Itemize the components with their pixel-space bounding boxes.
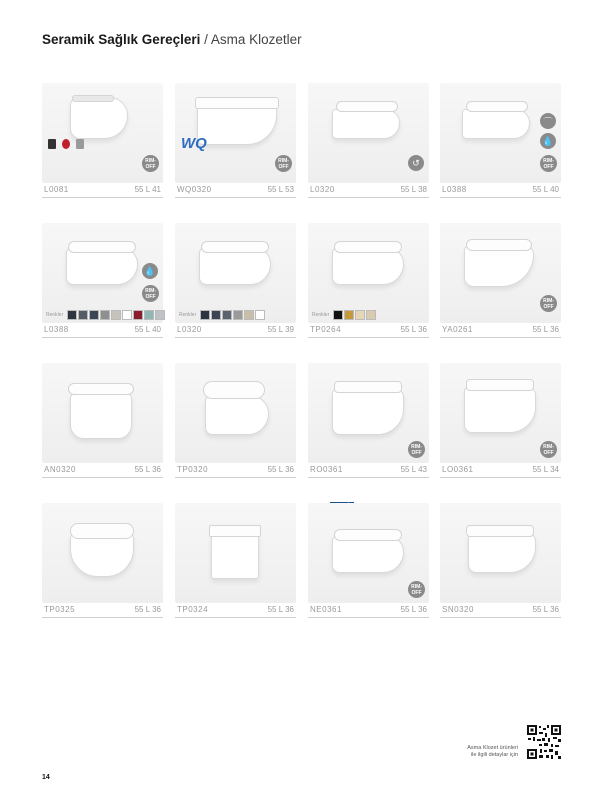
product-image	[440, 363, 561, 463]
product-size: 55 L 38	[400, 185, 427, 194]
color-swatch[interactable]	[155, 310, 165, 320]
product-image	[308, 363, 429, 463]
product-card[interactable]	[175, 503, 296, 620]
product-code: L0081	[44, 185, 69, 194]
product-image	[440, 503, 561, 603]
color-swatch[interactable]	[222, 310, 232, 320]
product-image	[308, 503, 429, 603]
color-swatch[interactable]	[344, 310, 354, 320]
rim-off-icon: RIM- OFF	[408, 581, 425, 598]
product-image	[308, 83, 429, 183]
product-card[interactable]	[42, 503, 163, 620]
rim-off-icon: RIM- OFF	[275, 155, 292, 172]
product-image	[42, 83, 163, 183]
product-size: 55 L 36	[134, 465, 161, 474]
product-size: 55 L 53	[267, 185, 294, 194]
product-size: 55 L 36	[532, 325, 559, 334]
color-swatch[interactable]	[366, 310, 376, 320]
product-card[interactable]	[308, 363, 429, 480]
product-size: 55 L 39	[267, 325, 294, 334]
rim-off-icon: RIM- OFF	[408, 441, 425, 458]
product-size: 55 L 41	[134, 185, 161, 194]
color-swatch[interactable]	[100, 310, 110, 320]
product-card[interactable]	[42, 83, 163, 200]
product-code: TP0264	[310, 325, 342, 334]
product-image	[440, 223, 561, 323]
product-card[interactable]	[440, 83, 561, 200]
color-swatch[interactable]	[233, 310, 243, 320]
product-card[interactable]	[440, 503, 561, 620]
product-code: L0320	[310, 185, 335, 194]
color-swatch[interactable]	[244, 310, 254, 320]
product-size: 55 L 36	[134, 605, 161, 614]
product-code: RO0361	[310, 465, 343, 474]
color-swatch[interactable]	[78, 310, 88, 320]
color-swatch[interactable]	[122, 310, 132, 320]
product-image	[175, 223, 296, 323]
product-card[interactable]	[42, 363, 163, 480]
product-image	[175, 363, 296, 463]
rim-off-icon: RIM- OFF	[540, 155, 557, 172]
water-drop-icon: 💧	[142, 263, 158, 279]
rim-off-icon: RIM- OFF	[142, 285, 159, 302]
product-code: L0388	[442, 185, 467, 194]
qr-code-icon[interactable]	[526, 724, 562, 760]
water-drop-icon: 💧	[540, 133, 556, 149]
product-card[interactable]	[175, 83, 296, 200]
product-image	[440, 83, 561, 183]
product-code: NE0361	[310, 605, 342, 614]
qr-caption: Asma Klozet ürünleri ile ilgili detaylar için	[467, 745, 518, 758]
product-size: 55 L 36	[532, 605, 559, 614]
product-card[interactable]	[175, 223, 296, 340]
product-image	[42, 223, 163, 323]
product-size: 55 L 40	[532, 185, 559, 194]
product-size: 55 L 36	[400, 325, 427, 334]
product-code: WQ0320	[177, 185, 212, 194]
color-swatch[interactable]	[255, 310, 265, 320]
product-card[interactable]	[175, 363, 296, 480]
product-code: L0388	[44, 325, 69, 334]
color-swatch[interactable]	[200, 310, 210, 320]
product-code: SN0320	[442, 605, 474, 614]
product-card[interactable]	[440, 363, 561, 480]
product-code: TP0325	[44, 605, 76, 614]
product-card[interactable]	[42, 223, 163, 340]
rim-off-icon: RIM- OFF	[540, 441, 557, 458]
page-title: Seramik Sağlık Gereçleri / Asma Klozetler	[42, 32, 302, 47]
product-card[interactable]	[308, 503, 429, 620]
product-code: AN0320	[44, 465, 76, 474]
feature-icons	[48, 139, 84, 149]
product-code: TP0320	[177, 465, 209, 474]
product-card[interactable]	[308, 223, 429, 340]
product-card[interactable]	[440, 223, 561, 340]
color-swatch[interactable]	[133, 310, 143, 320]
color-swatch[interactable]	[211, 310, 221, 320]
product-size: 55 L 36	[267, 465, 294, 474]
product-size: 55 L 43	[400, 465, 427, 474]
color-swatch[interactable]	[89, 310, 99, 320]
color-swatches: Renkler	[312, 310, 376, 320]
color-swatch[interactable]	[111, 310, 121, 320]
product-size: 55 L 36	[400, 605, 427, 614]
product-code: L0320	[177, 325, 202, 334]
color-swatches: Renkler	[46, 310, 165, 320]
color-swatch[interactable]	[333, 310, 343, 320]
product-image	[175, 83, 296, 183]
page-number: 14	[42, 774, 50, 781]
product-image	[42, 363, 163, 463]
product-code: TP0324	[177, 605, 209, 614]
product-size: 55 L 34	[532, 465, 559, 474]
product-size: 55 L 36	[267, 605, 294, 614]
color-swatches: Renkler	[179, 310, 265, 320]
product-image	[42, 503, 163, 603]
color-swatch[interactable]	[355, 310, 365, 320]
rim-off-icon: RIM- OFF	[540, 295, 557, 312]
wq-logo-icon: WQ	[181, 135, 207, 152]
rim-off-icon: RIM- OFF	[142, 155, 159, 172]
product-image	[175, 503, 296, 603]
product-code: YA0261	[442, 325, 473, 334]
wall-mount-icon: ↺	[408, 155, 424, 171]
bidet-icon: ⌒	[540, 113, 556, 129]
color-swatch[interactable]	[144, 310, 154, 320]
color-swatch[interactable]	[67, 310, 77, 320]
product-size: 55 L 40	[134, 325, 161, 334]
product-card[interactable]	[308, 83, 429, 200]
product-image	[308, 223, 429, 323]
product-code: LO0361	[442, 465, 474, 474]
